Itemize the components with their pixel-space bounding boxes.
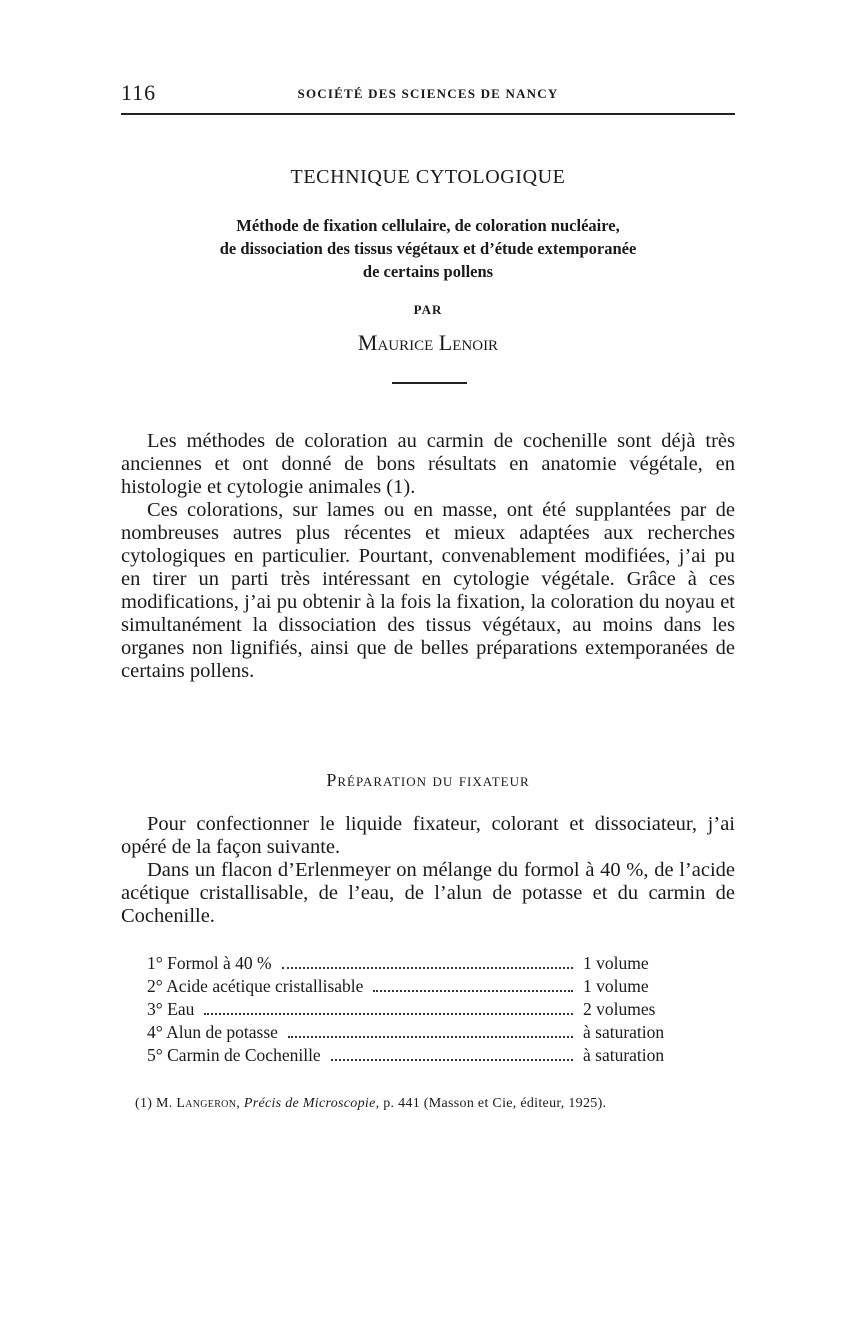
author-name: Maurice Lenoir (357, 330, 499, 355)
ingredient-quantity: à saturation (583, 1022, 665, 1042)
article-subtitle (121, 214, 735, 283)
ingredient-row (147, 1045, 707, 1068)
ingredient-list (147, 953, 707, 1068)
paragraph: Pour confectionner le liquide fixateur, colorant et dissociateur, j’ai opéré de la façon suivante. (121, 813, 735, 858)
paragraph: Les méthodes de coloration au carmin de cochenille sont déjà très anciennes et ont donné de bons résultats en anatomie végétale, en histologie et cytologie animales (1). (121, 430, 735, 498)
ingredient-name: 4° Alun de potasse (147, 1022, 278, 1042)
footnote (135, 1096, 735, 1112)
section-title: TECHNIQUE CYTOLOGIQUE (290, 166, 566, 188)
ingredient-row (147, 999, 707, 1022)
ingredient-quantity: 1 volume (583, 953, 649, 973)
footnote-marker: (1) M. (135, 1096, 173, 1111)
dot-leader (288, 1036, 573, 1038)
journal-name: SOCIÉTÉ DES SCIENCES DE NANCY (297, 86, 559, 101)
footnote-author: Langeron, (176, 1096, 241, 1111)
ingredient-name: 2° Acide acétique cristallisable (147, 976, 364, 996)
dot-leader (282, 967, 573, 969)
ingredient-quantity: 1 volume (583, 976, 649, 996)
intro-text (121, 430, 735, 683)
subtitle-line: de certains pollens (362, 262, 494, 281)
ingredient-name: 1° Formol à 40 % (147, 953, 272, 973)
title-divider (392, 382, 467, 384)
ingredient-quantity: 2 volumes (583, 999, 656, 1019)
footnote-details: p. 441 (Masson et Cie, éditeur, 1925). (383, 1096, 607, 1111)
dot-leader (331, 1059, 573, 1061)
paragraph: Ces colorations, sur lames ou en masse, ont été supplantées par de nombreuses autres plus récentes et mieux adaptées aux recherches cytologiques en particulier. Pourtant, convenablement modifiées, j’ai pu en tirer un parti très intéressant en cytologie végétale. Grâce à ces modifications, j’ai pu obtenir à la fois la fixation, la coloration du noyau et simultanément la dissociation des tissus végétaux, au moins dans les organes non lignifiés, ainsi que de belles préparations extemporanées de certains pollens. (121, 499, 735, 682)
ingredient-row (147, 953, 707, 976)
ingredient-name: 3° Eau (147, 999, 195, 1019)
subtitle-line: Méthode de fixation cellulaire, de coloration nucléaire, (236, 216, 620, 235)
section-heading: Préparation du fixateur (326, 770, 530, 790)
page-number: 116 (121, 80, 157, 105)
header-rule (121, 113, 735, 115)
footnote-title: Précis de Microscopie, (243, 1096, 380, 1111)
running-head (121, 80, 735, 104)
dot-leader (204, 1013, 573, 1015)
ingredient-row (147, 1022, 707, 1045)
paragraph: Dans un flacon d’Erlenmeyer on mélange du formol à 40 %, de l’acide acétique cristallisable, de l’eau, de l’alun de potasse et du carmin de Cochenille. (121, 859, 735, 927)
subtitle-line: de dissociation des tissus végétaux et d’étude extemporanée (219, 239, 637, 258)
dot-leader (373, 990, 573, 992)
by-label: PAR (413, 302, 443, 317)
ingredient-row (147, 976, 707, 999)
preparation-text (121, 813, 735, 928)
ingredient-name: 5° Carmin de Cochenille (147, 1045, 321, 1065)
ingredient-quantity: à saturation (583, 1045, 665, 1065)
